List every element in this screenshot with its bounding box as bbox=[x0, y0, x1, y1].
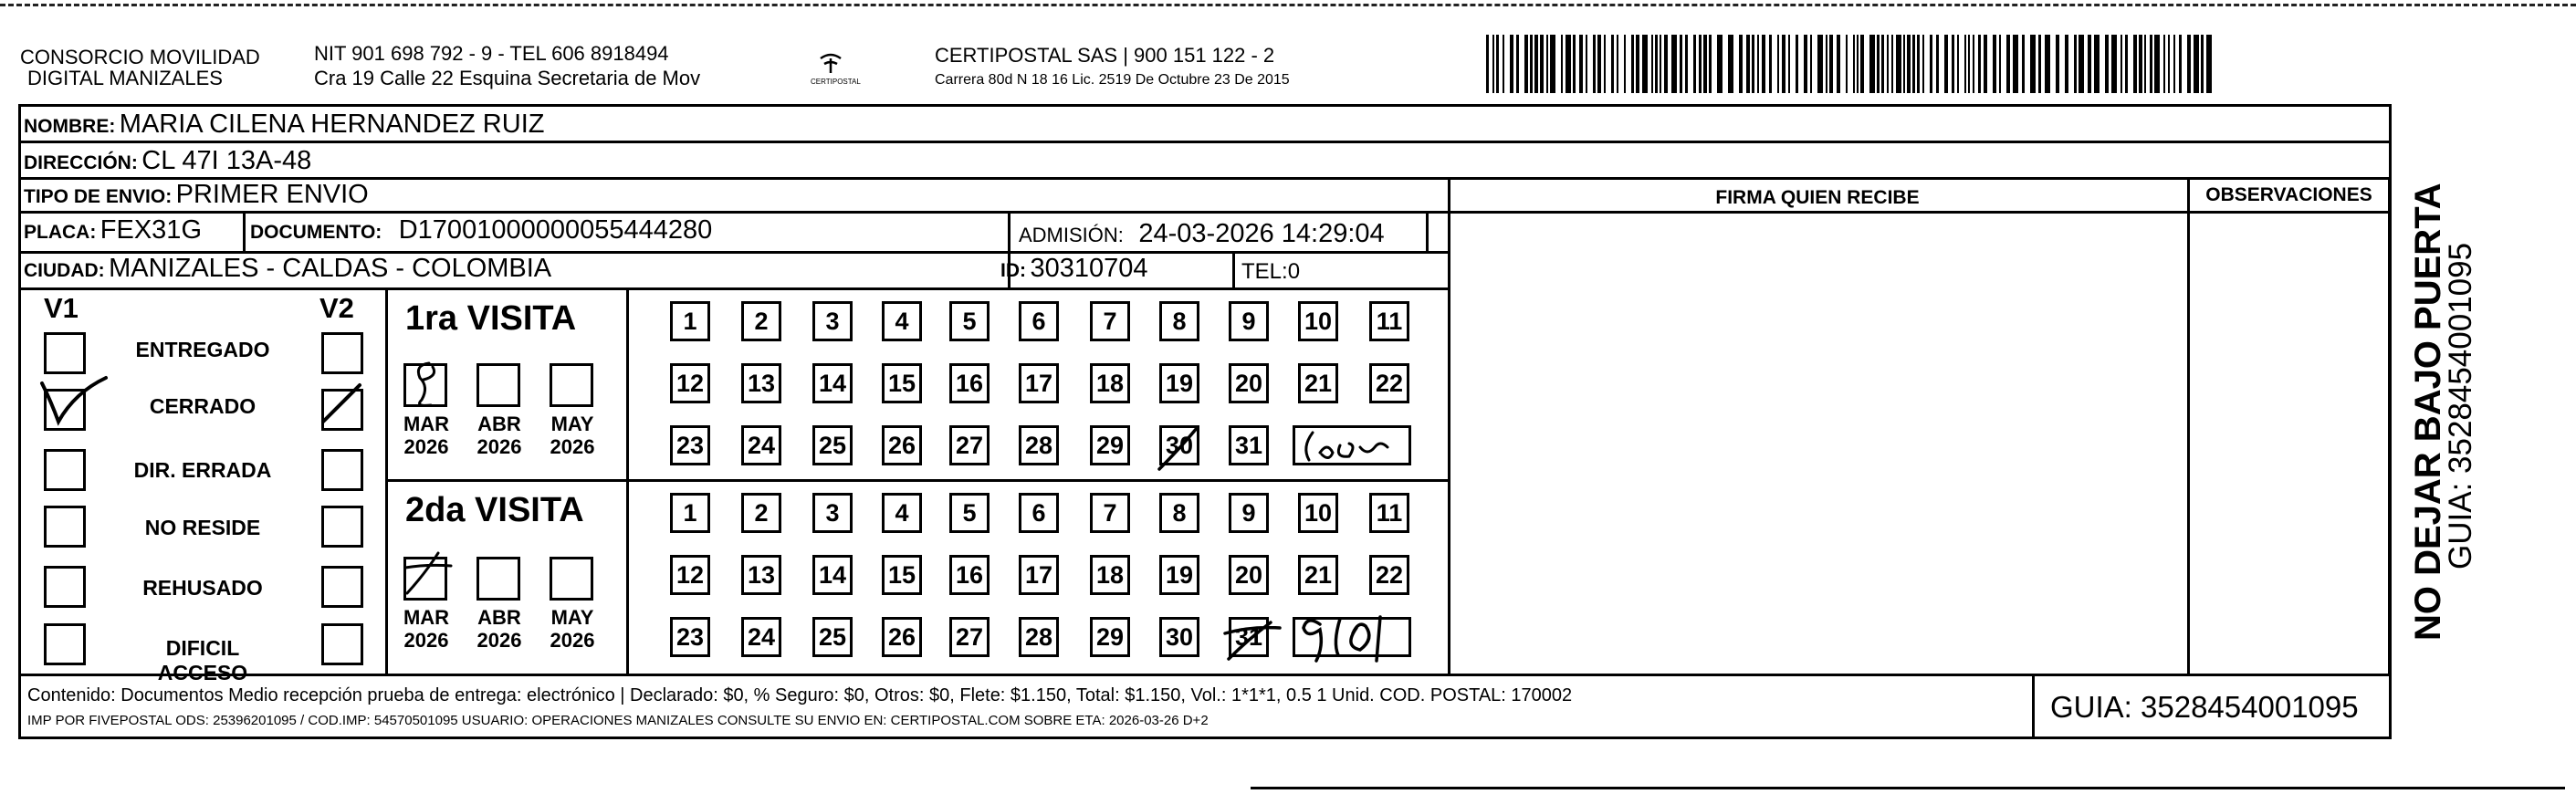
barcode-bar bbox=[1891, 35, 1893, 93]
day-box[interactable]: 27 bbox=[949, 617, 990, 657]
barcode-bar bbox=[1739, 35, 1743, 93]
day-box[interactable]: 20 bbox=[1229, 555, 1269, 595]
barcode-image bbox=[1486, 35, 2212, 93]
day-box[interactable]: 12 bbox=[670, 555, 710, 595]
barcode-bar bbox=[1642, 35, 1648, 93]
day-box[interactable]: 6 bbox=[1019, 301, 1059, 341]
day-box[interactable]: 17 bbox=[1019, 363, 1059, 403]
bottom-edge-line bbox=[1251, 787, 2565, 789]
name-field bbox=[24, 111, 544, 138]
city-label: CIUDAD: bbox=[24, 260, 105, 281]
barcode-bar bbox=[1516, 35, 1519, 93]
footer-guide-number: GUIA: 3528454001095 bbox=[2050, 690, 2359, 724]
visit1-time-handwriting bbox=[1296, 427, 1406, 467]
day-box[interactable]: 29 bbox=[1090, 425, 1130, 465]
barcode-bar bbox=[1752, 35, 1754, 93]
day-box[interactable]: 12 bbox=[670, 363, 710, 403]
barcode-bar bbox=[1984, 35, 1987, 93]
day-box[interactable]: 18 bbox=[1090, 555, 1130, 595]
barcode-bar bbox=[2201, 35, 2204, 93]
barcode-bar bbox=[2006, 35, 2010, 93]
barcode-bar bbox=[2013, 35, 2018, 93]
barcode-bar bbox=[1978, 35, 1981, 93]
plate-label: PLACA: bbox=[24, 222, 97, 243]
day-box[interactable]: 25 bbox=[812, 425, 853, 465]
day-box[interactable]: 11 bbox=[1369, 493, 1409, 533]
day-box[interactable]: 10 bbox=[1298, 493, 1338, 533]
barcode-bar bbox=[1586, 35, 1587, 93]
status-option-label: CERRADO bbox=[149, 394, 257, 418]
id-label: ID: bbox=[1000, 260, 1026, 281]
month-year: 2026 bbox=[550, 435, 595, 459]
send-type-field bbox=[24, 182, 369, 208]
barcode-bar bbox=[2045, 35, 2050, 93]
barcode-bar bbox=[1631, 35, 1634, 93]
v1-checkbox[interactable] bbox=[44, 332, 86, 374]
day-box[interactable]: 24 bbox=[741, 617, 781, 657]
barcode-bar bbox=[1877, 35, 1880, 93]
barcode-bar bbox=[2094, 35, 2100, 93]
barcode-bar bbox=[1881, 35, 1884, 93]
barcode-bar bbox=[2022, 35, 2025, 93]
v2-checkbox[interactable] bbox=[321, 332, 363, 374]
plate-field bbox=[24, 217, 202, 244]
barcode-bar bbox=[1573, 35, 1576, 93]
barcode-bar bbox=[1496, 35, 1499, 93]
day-box[interactable]: 7 bbox=[1090, 493, 1130, 533]
barcode-bar bbox=[1561, 35, 1563, 93]
day-box[interactable]: 21 bbox=[1298, 555, 1338, 595]
barcode-bar bbox=[1896, 35, 1901, 93]
day-box[interactable]: 4 bbox=[882, 301, 922, 341]
barcode-bar bbox=[1593, 35, 1596, 93]
day-box[interactable]: 29 bbox=[1090, 617, 1130, 657]
barcode-bar bbox=[1973, 35, 1974, 93]
visit1-month-mark bbox=[402, 358, 456, 413]
month-name: ABR bbox=[477, 413, 521, 435]
barcode-bar bbox=[1826, 35, 1827, 93]
month-year: 2026 bbox=[403, 629, 449, 653]
barcode-bar bbox=[1846, 35, 1848, 93]
month-name: MAR bbox=[403, 606, 450, 629]
plate-value: FEX31G bbox=[99, 215, 202, 245]
day-box[interactable]: 31 bbox=[1229, 617, 1269, 657]
tel-field bbox=[1241, 261, 1300, 283]
nit-phone-line: NIT 901 698 792 - 9 - TEL 606 8918494 bbox=[314, 42, 669, 65]
day-box[interactable]: 30 bbox=[1159, 425, 1199, 465]
month-year: 2026 bbox=[550, 629, 595, 653]
barcode-bar bbox=[1860, 35, 1864, 93]
month-label bbox=[540, 413, 604, 459]
day-box[interactable]: 16 bbox=[949, 555, 990, 595]
barcode-bar bbox=[2194, 35, 2199, 93]
barcode-bar bbox=[1829, 35, 1833, 93]
day-box[interactable]: 13 bbox=[741, 555, 781, 595]
barcode-bar bbox=[1746, 35, 1750, 93]
day-box[interactable]: 3 bbox=[812, 301, 853, 341]
certipostal-logo-icon bbox=[817, 51, 844, 75]
status-option-label: DIR. ERRADA bbox=[133, 458, 272, 482]
day-box[interactable]: 26 bbox=[882, 617, 922, 657]
id-field bbox=[1000, 256, 1147, 282]
barcode-bar bbox=[2074, 35, 2077, 93]
day-box[interactable]: 18 bbox=[1090, 363, 1130, 403]
barcode-bar bbox=[1664, 35, 1668, 93]
barcode-bar bbox=[1492, 35, 1494, 93]
visit-title: 1ra VISITA bbox=[405, 299, 577, 338]
courier-name-line: CERTIPOSTAL SAS | 900 151 122 - 2 bbox=[935, 44, 1275, 67]
status-option-label: ENTREGADO bbox=[135, 338, 270, 361]
day-box[interactable]: 30 bbox=[1159, 617, 1199, 657]
month-label bbox=[394, 413, 458, 459]
month-name: ABR bbox=[477, 606, 521, 629]
day-box[interactable]: 9 bbox=[1229, 493, 1269, 533]
day-box[interactable]: 2 bbox=[741, 493, 781, 533]
barcode-bar bbox=[1728, 35, 1733, 93]
month-year: 2026 bbox=[476, 629, 522, 653]
day-box[interactable]: 15 bbox=[882, 363, 922, 403]
barcode-bar bbox=[1957, 35, 1959, 93]
v2-checkbox[interactable] bbox=[321, 449, 363, 491]
day-box[interactable]: 5 bbox=[949, 493, 990, 533]
signature-area[interactable] bbox=[1451, 215, 2185, 672]
barcode-bar bbox=[1788, 35, 1790, 93]
visit1-day-mark bbox=[1152, 422, 1207, 476]
barcode-bar bbox=[1604, 35, 1606, 93]
day-box[interactable]: 4 bbox=[882, 493, 922, 533]
observations-label: OBSERVACIONES bbox=[2205, 184, 2372, 205]
tel-label: TEL: bbox=[1241, 259, 1288, 284]
barcode-bar bbox=[2179, 35, 2182, 93]
month-checkbox[interactable] bbox=[550, 363, 593, 407]
day-box[interactable]: 24 bbox=[741, 425, 781, 465]
day-box[interactable]: 17 bbox=[1019, 555, 1059, 595]
barcode-bar bbox=[1550, 35, 1555, 93]
visit2-time-handwriting bbox=[1293, 610, 1420, 666]
status-option-label: NO RESIDE bbox=[144, 516, 261, 539]
v1-checkbox[interactable] bbox=[44, 506, 86, 548]
barcode-bar bbox=[1810, 35, 1812, 93]
day-box[interactable]: 1 bbox=[670, 493, 710, 533]
courier-license-line: Carrera 80d N 18 16 Lic. 2519 De Octubre 23 De 2015 bbox=[935, 72, 1290, 88]
barcode-bar bbox=[1857, 35, 1859, 93]
month-label bbox=[467, 413, 531, 459]
day-box[interactable]: 28 bbox=[1019, 425, 1059, 465]
admission-field bbox=[1019, 221, 1385, 247]
day-box[interactable]: 13 bbox=[741, 363, 781, 403]
side-guide-number: GUIA: 3528454001095 bbox=[2443, 242, 2478, 569]
visit2-month-mark bbox=[402, 548, 456, 597]
barcode-bar bbox=[1524, 35, 1528, 93]
day-box[interactable]: 23 bbox=[670, 617, 710, 657]
address-value: CL 47I 13A-48 bbox=[141, 146, 312, 175]
v2-header: V2 bbox=[319, 292, 354, 324]
barcode-bar bbox=[2139, 35, 2142, 93]
barcode-bar bbox=[1636, 35, 1639, 93]
day-box[interactable]: 5 bbox=[949, 301, 990, 341]
day-box[interactable]: 8 bbox=[1159, 301, 1199, 341]
v2-checkbox[interactable] bbox=[321, 623, 363, 665]
barcode-bar bbox=[2206, 35, 2212, 93]
barcode-bar bbox=[1837, 35, 1840, 93]
v1-cerrado-check-mark bbox=[38, 374, 111, 429]
barcode-bar bbox=[1782, 35, 1785, 93]
barcode-bar bbox=[1540, 35, 1544, 93]
admission-label: ADMISIÓN: bbox=[1019, 224, 1124, 246]
barcode-bar bbox=[1757, 35, 1759, 93]
month-name: MAY bbox=[550, 606, 594, 629]
v2-checkbox[interactable] bbox=[321, 566, 363, 608]
barcode-bar bbox=[1680, 35, 1682, 93]
day-box[interactable]: 19 bbox=[1159, 363, 1199, 403]
barcode-bar bbox=[2144, 35, 2146, 93]
barcode-bar bbox=[1999, 35, 2001, 93]
month-label bbox=[467, 606, 531, 653]
barcode-bar bbox=[2154, 35, 2160, 93]
v1-checkbox[interactable] bbox=[44, 566, 86, 608]
v1-checkbox[interactable] bbox=[44, 623, 86, 665]
barcode-bar bbox=[2056, 35, 2059, 93]
day-box[interactable]: 25 bbox=[812, 617, 853, 657]
barcode-bar bbox=[1671, 35, 1677, 93]
barcode-bar bbox=[1964, 35, 1966, 93]
barcode-bar bbox=[2120, 35, 2122, 93]
day-box[interactable]: 7 bbox=[1090, 301, 1130, 341]
month-year: 2026 bbox=[403, 435, 449, 459]
barcode-bar bbox=[1912, 35, 1915, 93]
barcode-bar bbox=[1699, 35, 1702, 93]
day-box[interactable]: 14 bbox=[812, 555, 853, 595]
barcode-bar bbox=[1579, 35, 1583, 93]
barcode-bar bbox=[2150, 35, 2152, 93]
name-value: MARIA CILENA HERNANDEZ RUIZ bbox=[119, 110, 545, 139]
barcode-bar bbox=[1503, 35, 1504, 93]
day-box[interactable]: 20 bbox=[1229, 363, 1269, 403]
barcode-bar bbox=[1769, 35, 1772, 93]
day-box[interactable]: 11 bbox=[1369, 301, 1409, 341]
barcode-bar bbox=[2105, 35, 2109, 93]
barcode-bar bbox=[1917, 35, 1920, 93]
day-box[interactable]: 19 bbox=[1159, 555, 1199, 595]
day-box[interactable]: 2 bbox=[741, 301, 781, 341]
send-type-label: TIPO DE ENVIO: bbox=[24, 186, 173, 207]
barcode-bar bbox=[1903, 35, 1905, 93]
document-field bbox=[250, 217, 712, 244]
logo-caption: CERTIPOSTAL bbox=[811, 78, 861, 86]
address-label: DIRECCIÓN: bbox=[24, 152, 138, 173]
barcode-bar bbox=[1534, 35, 1538, 93]
company-name-line2: DIGITAL MANIZALES bbox=[27, 67, 223, 89]
content-line: Contenido: Documentos Medio recepción prueba de entrega: electrónico | Declarado: $0, % Seguro: $0, Otros: $0, Flete: $1.150, Total: $1.150, Vol.: 1*1*1, 0.5 1 Unid. COD. POSTAL: 170002 bbox=[27, 685, 1573, 705]
v1-checkbox[interactable] bbox=[44, 449, 86, 491]
barcode-bar bbox=[1762, 35, 1765, 93]
barcode-bar bbox=[1660, 35, 1661, 93]
day-box[interactable]: 15 bbox=[882, 555, 922, 595]
barcode-bar bbox=[2111, 35, 2117, 93]
barcode-bar bbox=[2168, 35, 2170, 93]
day-box[interactable]: 8 bbox=[1159, 493, 1199, 533]
day-box[interactable]: 28 bbox=[1019, 617, 1059, 657]
address-line: Cra 19 Calle 22 Esquina Secretaria de Mov bbox=[314, 67, 701, 89]
day-box[interactable]: 16 bbox=[949, 363, 990, 403]
barcode-bar bbox=[2079, 35, 2084, 93]
barcode-bar bbox=[1907, 35, 1911, 93]
day-box[interactable]: 26 bbox=[882, 425, 922, 465]
month-name: MAY bbox=[550, 413, 594, 435]
send-type-value: PRIMER ENVIO bbox=[175, 180, 369, 209]
do-not-leave-under-door-warning: NO DEJAR BAJO PUERTA bbox=[2408, 183, 2448, 641]
status-option-label: REHUSADO bbox=[142, 576, 263, 600]
barcode-bar bbox=[1617, 35, 1618, 93]
print-info-line: IMP POR FIVEPOSTAL ODS: 25396201095 / COD.IMP: 54570501095 USUARIO: OPERACIONES MANIZALES CONSULTE SU ENVIO EN: CERTIPOSTAL.COM SOBRE ETA: 2026-03-26 D+2 bbox=[27, 713, 1209, 728]
barcode-bar bbox=[1709, 35, 1712, 93]
barcode-bar bbox=[1611, 35, 1614, 93]
torn-top-edge bbox=[0, 4, 2576, 10]
barcode-bar bbox=[2187, 35, 2191, 93]
month-year: 2026 bbox=[476, 435, 522, 459]
month-name: MAR bbox=[403, 413, 450, 435]
barcode-bar bbox=[1597, 35, 1601, 93]
id-value: 30310704 bbox=[1030, 254, 1148, 283]
barcode-bar bbox=[1817, 35, 1823, 93]
barcode-bar bbox=[1717, 35, 1723, 93]
barcode-bar bbox=[1565, 35, 1571, 93]
barcode-bar bbox=[1853, 35, 1855, 93]
visit2-day-mark bbox=[1223, 613, 1287, 668]
day-box[interactable]: 14 bbox=[812, 363, 853, 403]
barcode-bar bbox=[1693, 35, 1696, 93]
barcode-bar bbox=[2163, 35, 2165, 93]
document-label: DOCUMENTO: bbox=[250, 222, 382, 243]
barcode-bar bbox=[1804, 35, 1807, 93]
barcode-bar bbox=[1703, 35, 1707, 93]
admission-value: 24-03-2026 14:29:04 bbox=[1138, 219, 1385, 248]
barcode-bar bbox=[2088, 35, 2091, 93]
barcode-bar bbox=[2173, 35, 2175, 93]
city-field bbox=[24, 256, 551, 282]
day-box[interactable]: 22 bbox=[1369, 363, 1409, 403]
day-box[interactable]: 22 bbox=[1369, 555, 1409, 595]
barcode-bar bbox=[2038, 35, 2041, 93]
barcode-bar bbox=[1651, 35, 1653, 93]
barcode-bar bbox=[1936, 35, 1939, 93]
day-box[interactable]: 23 bbox=[670, 425, 710, 465]
barcode-bar bbox=[2133, 35, 2137, 93]
visit-title: 2da VISITA bbox=[405, 491, 584, 529]
barcode-bar bbox=[1887, 35, 1889, 93]
month-label bbox=[394, 606, 458, 653]
v2-checkbox[interactable] bbox=[321, 506, 363, 548]
name-label: NOMBRE: bbox=[24, 116, 116, 137]
observations-area[interactable] bbox=[2192, 215, 2386, 672]
signature-label: FIRMA QUIEN RECIBE bbox=[1715, 187, 1920, 208]
barcode-bar bbox=[1655, 35, 1658, 93]
barcode-bar bbox=[1685, 35, 1688, 93]
barcode-bar bbox=[1993, 35, 1996, 93]
barcode-bar bbox=[1968, 35, 1970, 93]
barcode-bar bbox=[1944, 35, 1948, 93]
status-option-label: DIFICIL ACCESO bbox=[157, 636, 248, 684]
day-box[interactable]: 27 bbox=[949, 425, 990, 465]
barcode-bar bbox=[1869, 35, 1875, 93]
month-checkbox[interactable] bbox=[476, 557, 520, 601]
month-label bbox=[540, 606, 604, 653]
barcode-bar bbox=[1624, 35, 1626, 93]
barcode-bar bbox=[1930, 35, 1932, 93]
tel-value: 0 bbox=[1287, 259, 1301, 284]
barcode-bar bbox=[2030, 35, 2036, 93]
barcode-bar bbox=[1530, 35, 1533, 93]
day-box[interactable]: 31 bbox=[1229, 425, 1269, 465]
day-box[interactable]: 3 bbox=[812, 493, 853, 533]
day-box[interactable]: 21 bbox=[1298, 363, 1338, 403]
city-value: MANIZALES - CALDAS - COLOMBIA bbox=[109, 254, 552, 283]
address-field bbox=[24, 148, 311, 174]
barcode-bar bbox=[2065, 35, 2068, 93]
barcode-bar bbox=[1796, 35, 1798, 93]
day-box[interactable]: 6 bbox=[1019, 493, 1059, 533]
barcode-bar bbox=[1486, 35, 1489, 93]
document-value: D17001000000055444280 bbox=[398, 215, 713, 245]
barcode-bar bbox=[2125, 35, 2128, 93]
day-box[interactable]: 10 bbox=[1298, 301, 1338, 341]
v1-header: V1 bbox=[44, 292, 79, 324]
company-name-line1: CONSORCIO MOVILIDAD bbox=[20, 46, 260, 68]
month-checkbox[interactable] bbox=[550, 557, 593, 601]
v2-cerrado-slash-mark bbox=[319, 381, 365, 427]
barcode-bar bbox=[1952, 35, 1954, 93]
barcode-bar bbox=[1546, 35, 1548, 93]
barcode-bar bbox=[1777, 35, 1779, 93]
barcode-bar bbox=[1510, 35, 1513, 93]
barcode-bar bbox=[1922, 35, 1924, 93]
month-checkbox[interactable] bbox=[476, 363, 520, 407]
day-box[interactable]: 9 bbox=[1229, 301, 1269, 341]
day-box[interactable]: 1 bbox=[670, 301, 710, 341]
